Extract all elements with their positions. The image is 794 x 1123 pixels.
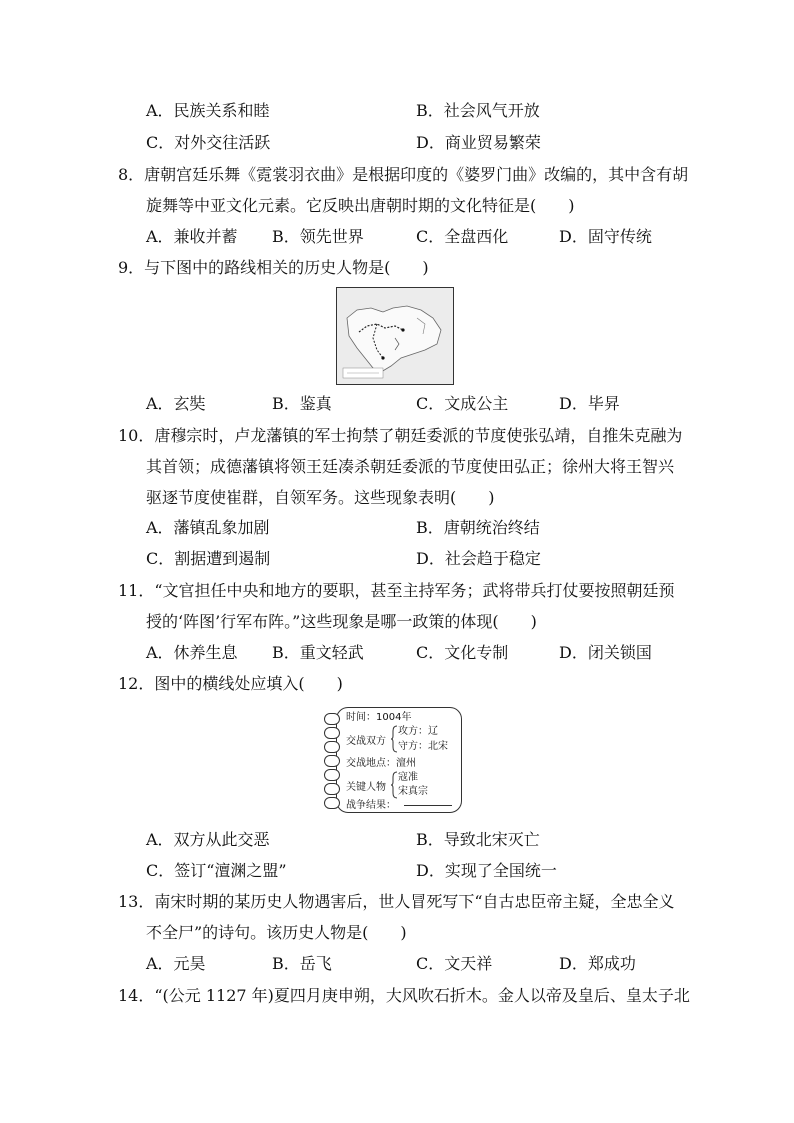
q13-stem-line1: 13．南宋时期的某历史人物遇害后，世人冒死写下“自古忠臣帝主疑，全忠全义 bbox=[118, 892, 675, 911]
q10-option-d: D．社会趋于稳定 bbox=[416, 549, 541, 568]
q13-option-c: C．文天祥 bbox=[416, 954, 493, 973]
q13-option-a: A．元昊 bbox=[146, 954, 206, 973]
q10-stem-line1: 10．唐穆宗时，卢龙藩镇的军士拘禁了朝廷委派的节度使张弘靖，自推朱克融为 bbox=[118, 426, 683, 445]
q8-option-b: B．领先世界 bbox=[272, 227, 364, 246]
q11-stem-line2: 授的‘阵图’行军布阵。”这些现象是哪一政策的体现( ) bbox=[146, 612, 537, 631]
note-result: 战争结果： bbox=[346, 800, 396, 811]
note-person1: 寇准 bbox=[398, 772, 418, 783]
brace-icon bbox=[390, 725, 398, 753]
q10-stem-line2: 其首领；成德藩镇将领王廷凑杀朝廷委派的节度使田弘正；徐州大将王智兴 bbox=[146, 457, 675, 476]
binder-ring-icon bbox=[324, 797, 340, 809]
q10-stem-line3: 驱逐节度使崔群，自领军务。这些现象表明( ) bbox=[146, 488, 495, 507]
q8-option-a: A．兼收并蓄 bbox=[146, 227, 238, 246]
q9-option-c: C．文成公主 bbox=[416, 394, 509, 413]
q12-option-b: B．导致北宋灭亡 bbox=[416, 830, 540, 849]
note-person2: 宋真宗 bbox=[398, 786, 428, 797]
result-blank-line bbox=[404, 805, 452, 806]
brace-icon bbox=[390, 771, 398, 799]
q8-option-d: D．固守传统 bbox=[559, 227, 652, 246]
q11-option-d: D．闭关锁国 bbox=[559, 643, 652, 662]
q7-option-b: B．社会风气开放 bbox=[416, 101, 540, 120]
note-place: 交战地点：澶州 bbox=[346, 758, 416, 769]
q9-option-a: A．玄奘 bbox=[146, 394, 206, 413]
q13-option-d: D．郑成功 bbox=[559, 954, 636, 973]
q12-option-a: A．双方从此交恶 bbox=[146, 830, 270, 849]
note-sides-label: 交战双方 bbox=[346, 736, 386, 747]
q10-option-b: B．唐朝统治终结 bbox=[416, 518, 540, 537]
q14-stem-line1: 14．“(公元 1127 年)夏四月庚申朔，大风吹石折木。金人以帝及皇后、皇太子北 bbox=[118, 986, 690, 1005]
q12-option-c: C．签订“澶渊之盟” bbox=[146, 861, 287, 880]
notebook-diagram bbox=[322, 705, 462, 815]
q12-stem: 12．图中的横线处应填入( ) bbox=[118, 674, 343, 693]
q8-stem-line1: 8．唐朝宫廷乐舞《霓裳羽衣曲》是根据印度的《婆罗门曲》改编的，其中含有胡 bbox=[118, 165, 689, 184]
route-map-icon bbox=[337, 288, 453, 384]
note-time: 时间：1004年 bbox=[346, 712, 412, 723]
binder-ring-icon bbox=[324, 741, 340, 753]
q13-stem-line2: 不全尸”的诗句。该历史人物是( ) bbox=[146, 923, 407, 942]
q7-option-c: C．对外交往活跃 bbox=[146, 133, 271, 152]
q7-option-d: D．商业贸易繁荣 bbox=[416, 133, 541, 152]
q10-option-a: A．藩镇乱象加剧 bbox=[146, 518, 270, 537]
q8-option-c: C．全盘西化 bbox=[416, 227, 509, 246]
binder-ring-icon bbox=[324, 755, 340, 767]
q9-stem: 9．与下图中的路线相关的历史人物是( ) bbox=[118, 258, 429, 277]
q11-option-b: B．重文轻武 bbox=[272, 643, 364, 662]
binder-ring-icon bbox=[324, 713, 340, 725]
q12-option-d: D．实现了全国统一 bbox=[416, 861, 557, 880]
note-defend: 守方：北宋 bbox=[398, 741, 448, 752]
q9-option-d: D．毕昇 bbox=[559, 394, 620, 413]
q11-option-a: A．休养生息 bbox=[146, 643, 238, 662]
q9-option-b: B．鉴真 bbox=[272, 394, 332, 413]
binder-ring-icon bbox=[324, 783, 340, 795]
q7-option-a: A．民族关系和睦 bbox=[146, 101, 270, 120]
note-people-label: 关键人物 bbox=[346, 782, 386, 793]
note-attack: 攻方：辽 bbox=[398, 726, 438, 737]
q13-option-b: B．岳飞 bbox=[272, 954, 332, 973]
binder-ring-icon bbox=[324, 769, 340, 781]
q11-option-c: C．文化专制 bbox=[416, 643, 509, 662]
route-map-image bbox=[336, 287, 454, 385]
q10-option-c: C．割据遭到遏制 bbox=[146, 549, 271, 568]
binder-ring-icon bbox=[324, 727, 340, 739]
q11-stem-line1: 11．“文官担任中央和地方的要职，甚至主持军务；武将带兵打仗要按照朝廷预 bbox=[118, 581, 675, 600]
q8-stem-line2: 旋舞等中亚文化元素。它反映出唐朝时期的文化特征是( ) bbox=[146, 196, 575, 215]
